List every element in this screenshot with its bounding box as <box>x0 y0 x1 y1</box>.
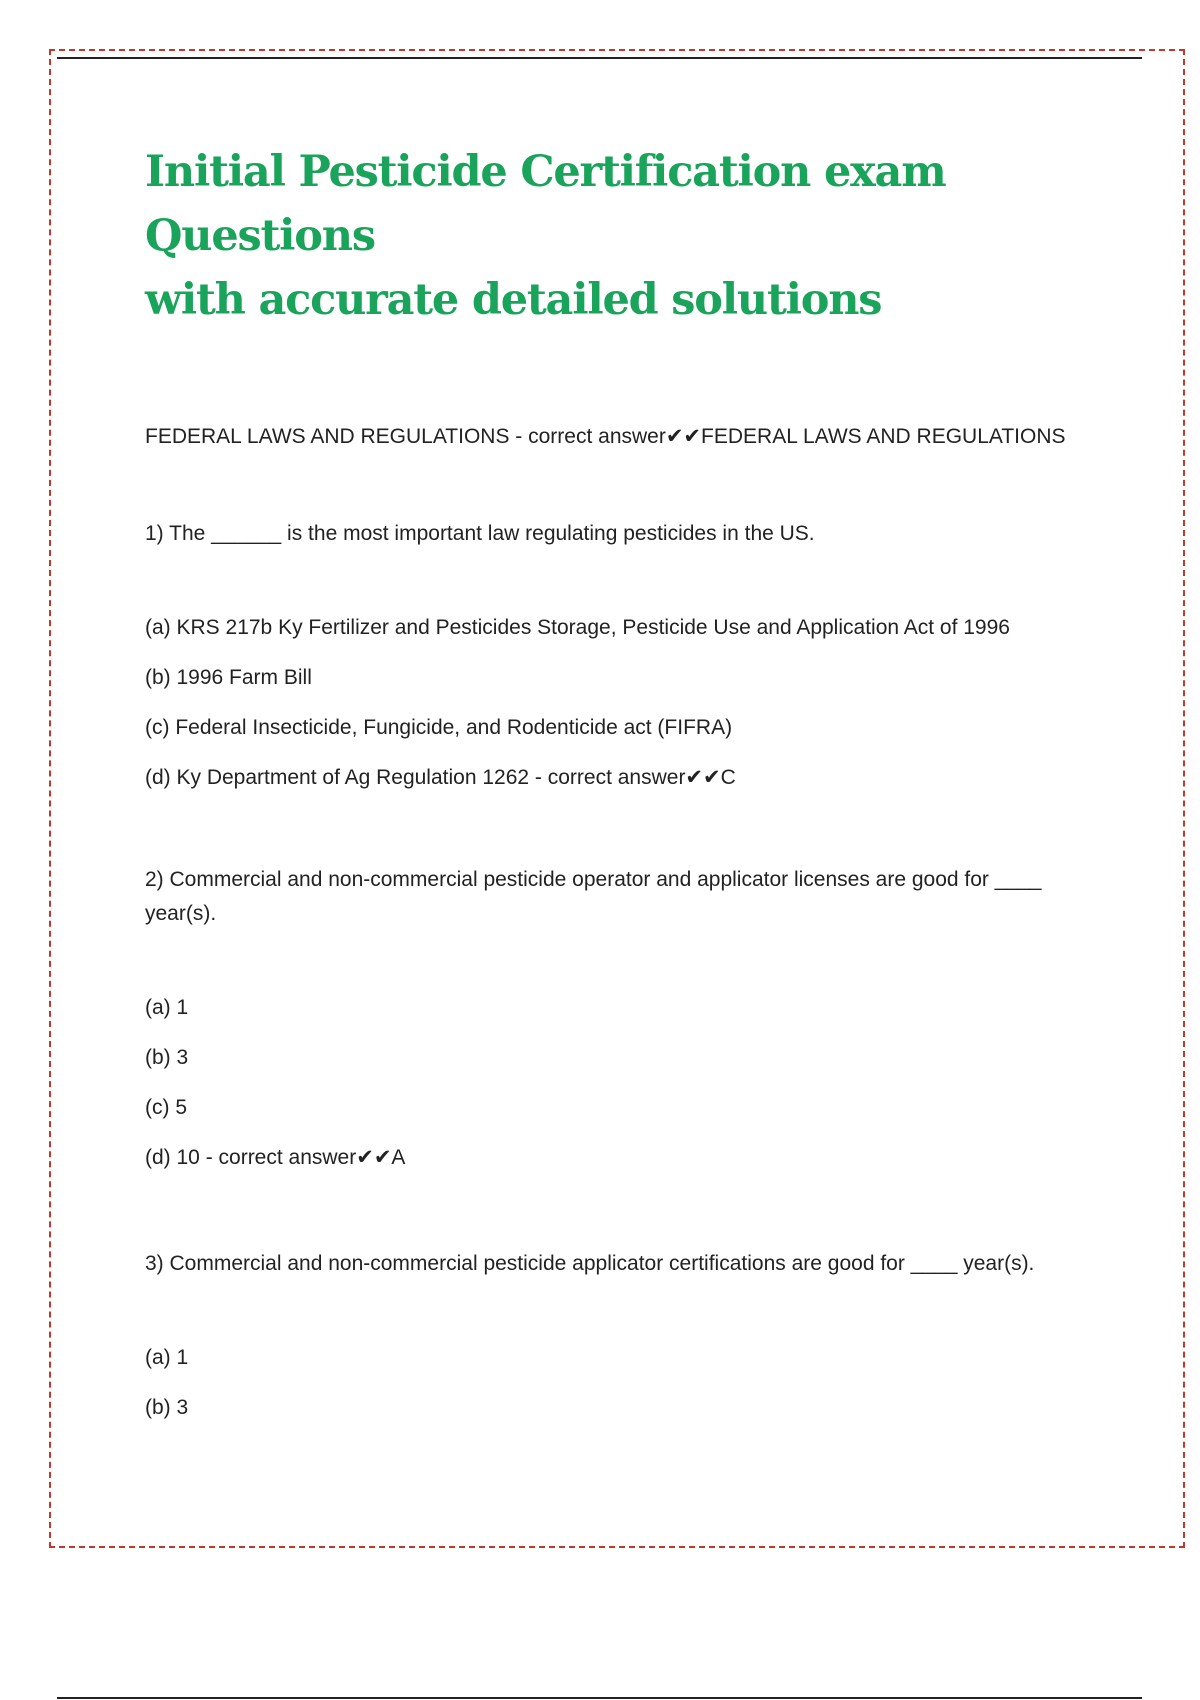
document-title <box>145 140 1075 332</box>
document-body <box>145 140 1075 1423</box>
top-rule <box>57 57 1142 59</box>
options-list <box>145 613 1075 793</box>
option: (b) 1996 Farm Bill <box>145 666 312 689</box>
title-line-1: Initial Pesticide Certification exam Questions <box>145 147 946 261</box>
options-list <box>145 1343 1075 1423</box>
title-line-2: with accurate detailed solutions <box>145 275 882 325</box>
question-1 <box>145 517 1075 793</box>
question-text: 3) Commercial and non-commercial pesticide applicator certifications are good for ____ year(s). <box>145 1252 1035 1275</box>
option: (c) Federal Insecticide, Fungicide, and Rodenticide act (FIFRA) <box>145 716 733 739</box>
section-heading: FEDERAL LAWS AND REGULATIONS - correct answer✔✔FEDERAL LAWS AND REGULATIONS <box>145 425 1066 448</box>
option: (a) 1 <box>145 996 189 1019</box>
question-2 <box>145 863 1075 1173</box>
option: (a) KRS 217b Ky Fertilizer and Pesticides Storage, Pesticide Use and Application Act of 1996 <box>145 616 1010 639</box>
option: (d) Ky Department of Ag Regulation 1262 - correct answer✔✔C <box>145 766 736 789</box>
option: (a) 1 <box>145 1346 189 1369</box>
option: (b) 3 <box>145 1046 189 1069</box>
option: (b) 3 <box>145 1396 189 1419</box>
question-text: 2) Commercial and non-commercial pesticide operator and applicator licenses are good for ____ year(s). <box>145 868 1042 925</box>
question-3 <box>145 1247 1075 1423</box>
bottom-rule <box>57 1697 1142 1699</box>
option: (c) 5 <box>145 1096 187 1119</box>
question-text: 1) The ______ is the most important law regulating pesticides in the US. <box>145 522 815 545</box>
options-list <box>145 993 1075 1173</box>
option: (d) 10 - correct answer✔✔A <box>145 1146 406 1169</box>
